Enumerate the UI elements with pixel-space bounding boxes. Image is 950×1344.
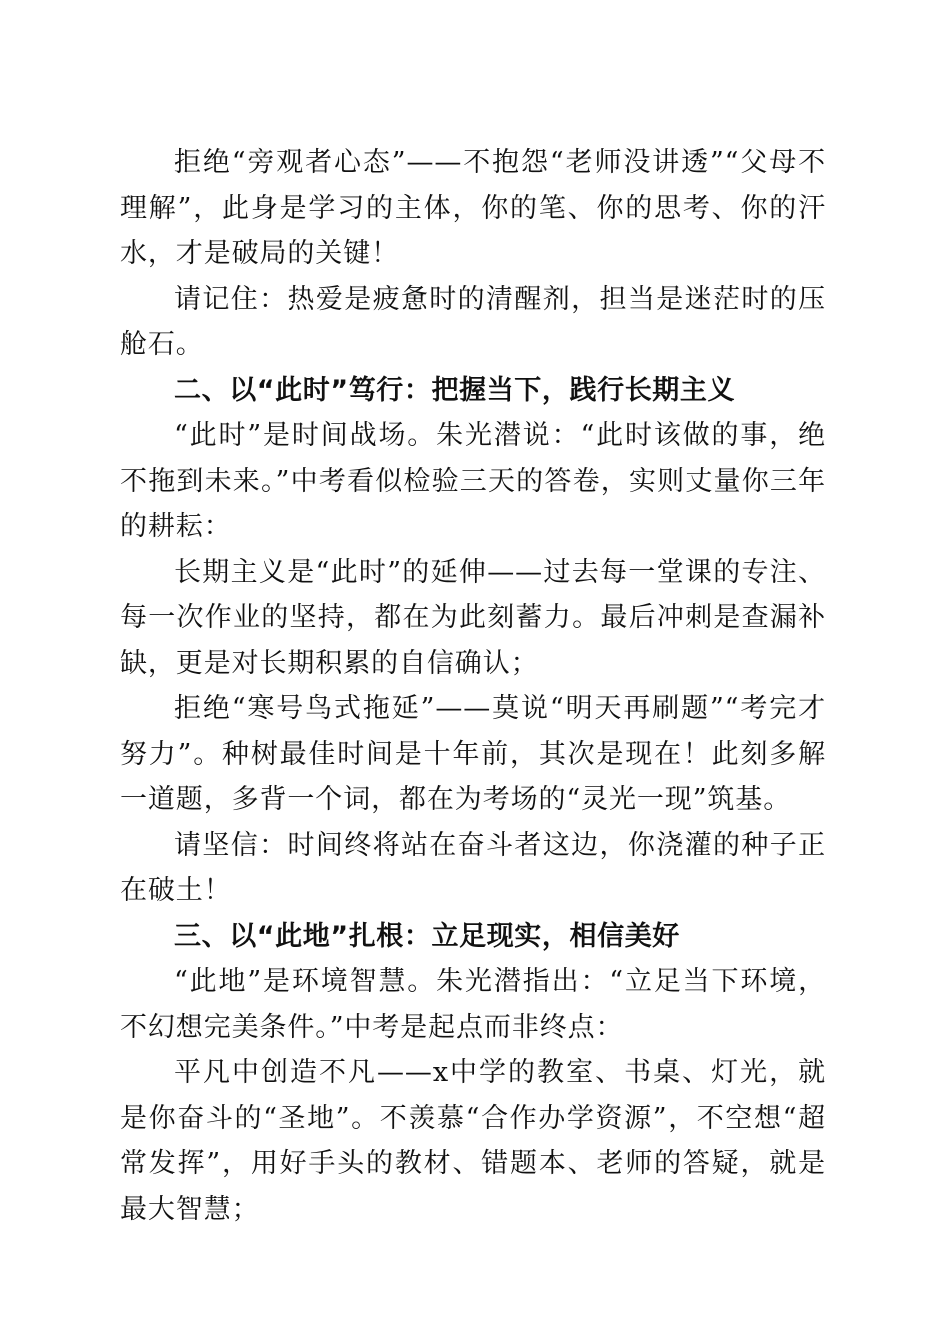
section-heading-3: 三、以“此地”扎根：立足现实，相信美好 xyxy=(174,920,680,952)
paragraph-reject-bystander: 拒绝“旁观者心态”——不抱怨“老师没讲透”“父母不理解”，此身是学习的主体，你的笔、你的思考、你的汗水，才是破局的关键！ xyxy=(120,147,826,269)
document-body xyxy=(120,140,826,1232)
paragraph-this-moment: “此时”是时间战场。朱光潜说：“此时该做的事，绝不拖到未来。”中考看似检验三天的答卷，实则丈量你三年的耕耘： xyxy=(120,420,826,542)
section-heading-2: 二、以“此时”笃行：把握当下，践行长期主义 xyxy=(174,374,736,406)
paragraph-reject-procrastination: 拒绝“寒号鸟式拖延”——莫说“明天再刷题”“考完才努力”。种树最佳时间是十年前，其次是现在！此刻多解一道题，多背一个词，都在为考场的“灵光一现”筑基。 xyxy=(120,693,826,815)
paragraph-remember: 请记住：热爱是疲惫时的清醒剂，担当是迷茫时的压舱石。 xyxy=(120,283,826,360)
paragraph-this-place: “此地”是环境智慧。朱光潜指出：“立足当下环境，不幻想完美条件。”中考是起点而非终点： xyxy=(120,966,826,1043)
paragraph-long-termism: 长期主义是“此时”的延伸——过去每一堂课的专注、每一次作业的坚持，都在为此刻蓄力。最后冲刺是查漏补缺，更是对长期积累的自信确认； xyxy=(120,556,826,679)
paragraph-believe: 请坚信：时间终将站在奋斗者这边，你浇灌的种子正在破土！ xyxy=(120,829,826,906)
paragraph-ordinary-extraordinary: 平凡中创造不凡——x中学的教室、书桌、灯光，就是你奋斗的“圣地”。不羡慕“合作办学资源”，不空想“超常发挥”，用好手头的教材、错题本、老师的答疑，就是最大智慧； xyxy=(120,1057,826,1225)
